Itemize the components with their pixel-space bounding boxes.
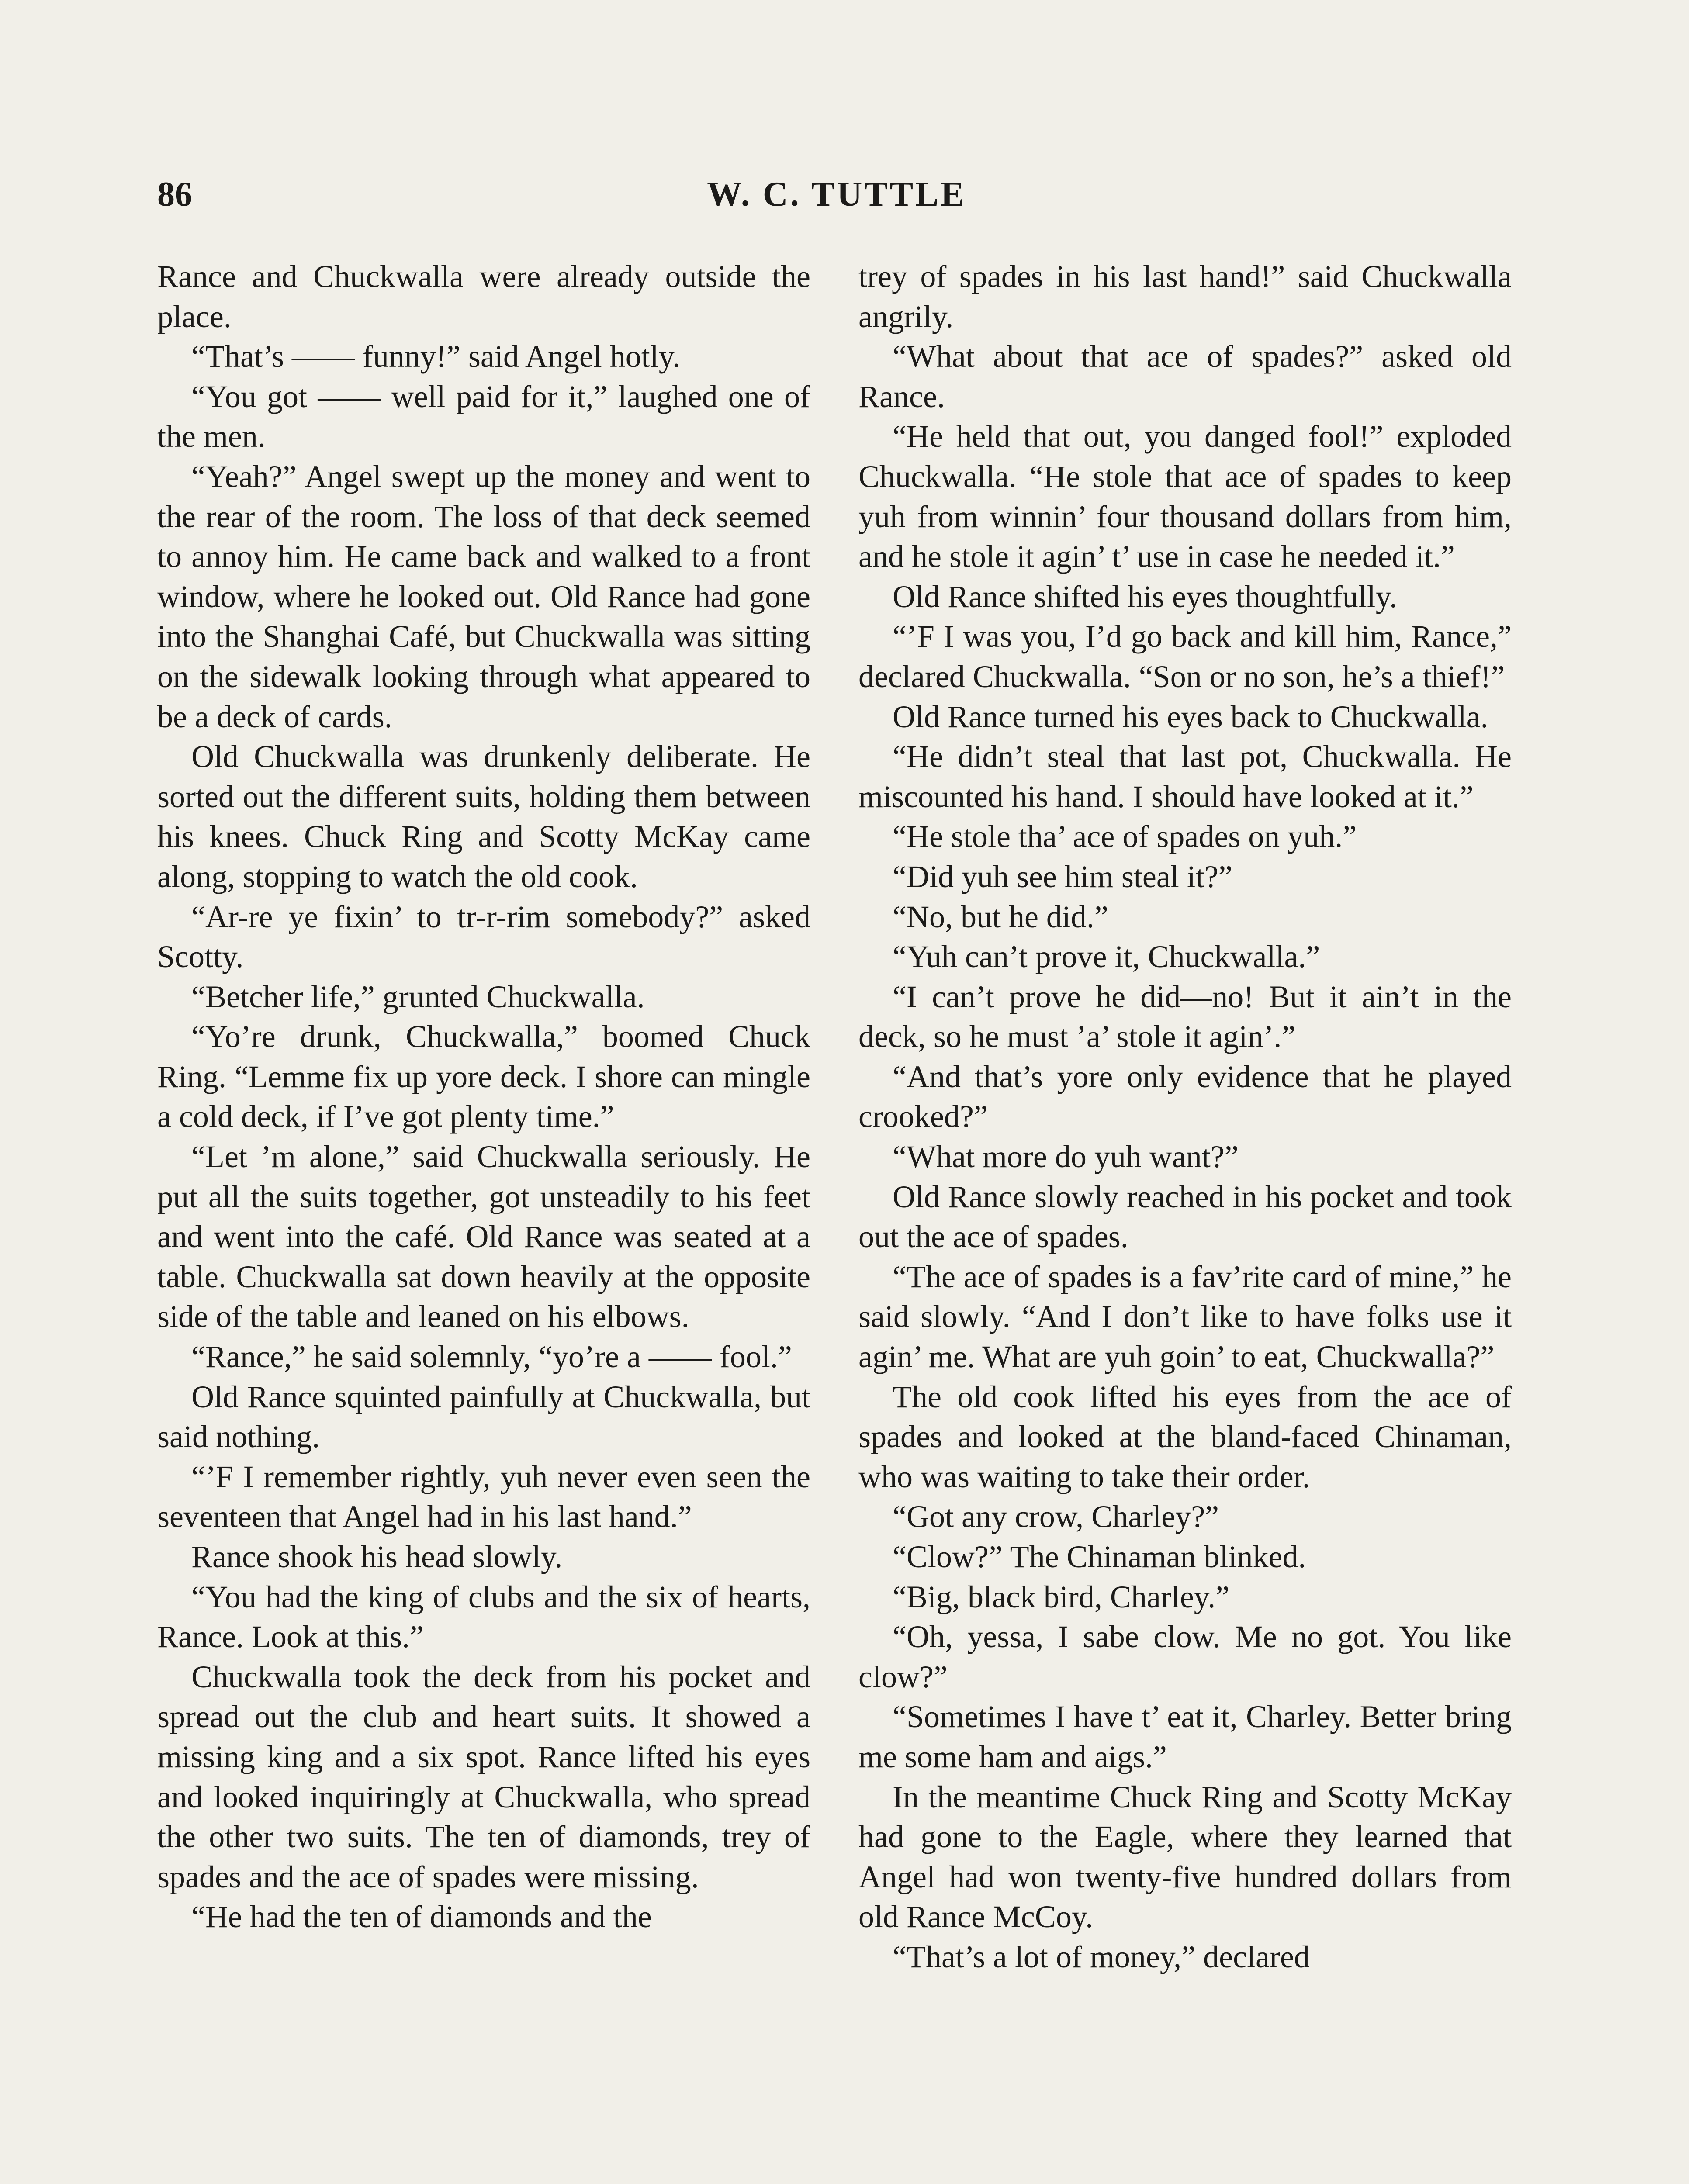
paragraph: Old Rance squinted painfully at Chuckwalla, but said nothing. [157, 1379, 810, 1455]
left-column [157, 257, 810, 1937]
paragraph: “Yuh can’t prove it, Chuckwalla.” [893, 939, 1320, 975]
paragraph: “Rance,” he said solemnly, “yo’re a —— fool.” [191, 1339, 792, 1375]
paragraph: “I can’t prove he did—no! But it ain’t in the deck, so he must ’a’ stole it agin’.” [858, 979, 1512, 1054]
paragraph: “He had the ten of diamonds and the [191, 1899, 652, 1935]
paragraph: “Oh, yessa, I sabe clow. Me no got. You like clow?” [858, 1619, 1512, 1694]
paragraph: “’F I remember rightly, yuh never even seen the seventeen that Angel had in his last hand.” [157, 1459, 810, 1534]
paragraph: Old Rance shifted his eyes thoughtfully. [893, 579, 1398, 614]
paragraph: “’F I was you, I’d go back and kill him, Rance,” declared Chuckwalla. “Son or no son, he’s a thief!” [858, 619, 1512, 694]
paragraph: Rance shook his head slowly. [191, 1539, 563, 1574]
paragraph: “Let ’m alone,” said Chuckwalla seriously. He put all the suits together, got unsteadily to his feet and went into the café. Old Rance was seated at a table. Chuckwalla sat down heavily at the opposite side of the table and leaned on his elbows. [157, 1139, 810, 1334]
paragraph: “That’s a lot of money,” declared [893, 1939, 1310, 1974]
paragraph: “He stole tha’ ace of spades on yuh.” [893, 819, 1357, 854]
paragraph: “He didn’t steal that last pot, Chuckwalla. He miscounted his hand. I should have looked at it.” [858, 739, 1512, 814]
paragraph: “Ar-re ye fixin’ to tr-r-rim somebody?” asked Scotty. [157, 899, 810, 975]
paragraph: “You got —— well paid for it,” laughed one of the men. [157, 379, 810, 454]
paragraph: Old Chuckwalla was drunkenly deliberate. He sorted out the different suits, holding them between his knees. Chuck Ring and Scotty McKay came along, stopping to watch the old cook. [157, 739, 810, 894]
paragraph: “What more do yuh want?” [893, 1139, 1239, 1175]
right-column [858, 257, 1512, 1977]
paragraph: “Sometimes I have t’ eat it, Charley. Better bring me some ham and aigs.” [858, 1699, 1512, 1774]
paragraph: “Yeah?” Angel swept up the money and went to the rear of the room. The loss of that deck seemed to annoy him. He came back and walked to a front window, where he looked out. Old Rance had gone into the Shanghai Café, but Chuckwalla was sitting on the sidewalk looking through what appeared to be a deck of cards. [157, 459, 810, 734]
paragraph: “Did yuh see him steal it?” [893, 859, 1232, 894]
page-header [157, 168, 1516, 221]
paragraph: “And that’s yore only evidence that he played crooked?” [858, 1059, 1512, 1134]
paragraph: “Yo’re drunk, Chuckwalla,” boomed Chuck Ring. “Lemme fix up yore deck. I shore can mingle a cold deck, if I’ve got plenty time.” [157, 1019, 810, 1134]
paragraph: “You had the king of clubs and the six of hearts, Rance. Look at this.” [157, 1579, 810, 1655]
paragraph: trey of spades in his last hand!” said Chuckwalla angrily. [858, 259, 1512, 334]
paragraph: The old cook lifted his eyes from the ace of spades and looked at the bland-faced Chinaman, who was waiting to take their order. [858, 1379, 1512, 1494]
page-number: 86 [157, 175, 192, 214]
paragraph: Old Rance turned his eyes back to Chuckwalla. [893, 699, 1488, 734]
paragraph: “No, but he did.” [893, 899, 1108, 934]
paragraph: “Got any crow, Charley?” [893, 1499, 1219, 1534]
paragraph: “Betcher life,” grunted Chuckwalla. [191, 979, 645, 1014]
paragraph: “Clow?” The Chinaman blinked. [893, 1539, 1306, 1574]
paragraph: “That’s —— funny!” said Angel hotly. [191, 339, 681, 374]
paragraph: “He held that out, you danged fool!” exploded Chuckwalla. “He stole that ace of spades to keep yuh from winnin’ four thousand dollars from him, and he stole it agin’ t’ use in case he needed it.” [858, 419, 1512, 574]
paragraph: “Big, black bird, Charley.” [893, 1579, 1230, 1614]
running-title: W. C. TUTTLE [707, 175, 966, 214]
paragraph: Old Rance slowly reached in his pocket and took out the ace of spades. [858, 1179, 1512, 1254]
paragraph: In the meantime Chuck Ring and Scotty McKay had gone to the Eagle, where they learned that Angel had won twenty-five hundred dollars from old Rance McCoy. [858, 1779, 1512, 1935]
paragraph: “What about that ace of spades?” asked old Rance. [858, 339, 1512, 414]
paragraph: “The ace of spades is a fav’rite card of mine,” he said slowly. “And I don’t like to have folks use it agin’ me. What are yuh goin’ to eat, Chuckwalla?” [858, 1259, 1512, 1375]
paragraph: Chuckwalla took the deck from his pocket and spread out the club and heart suits. It showed a missing king and a six spot. Rance lifted his eyes and looked inquiringly at Chuckwalla, who spread the other two suits. The ten of diamonds, trey of spades and the ace of spades were missing. [157, 1659, 810, 1894]
paragraph: Rance and Chuckwalla were already outside the place. [157, 259, 810, 334]
